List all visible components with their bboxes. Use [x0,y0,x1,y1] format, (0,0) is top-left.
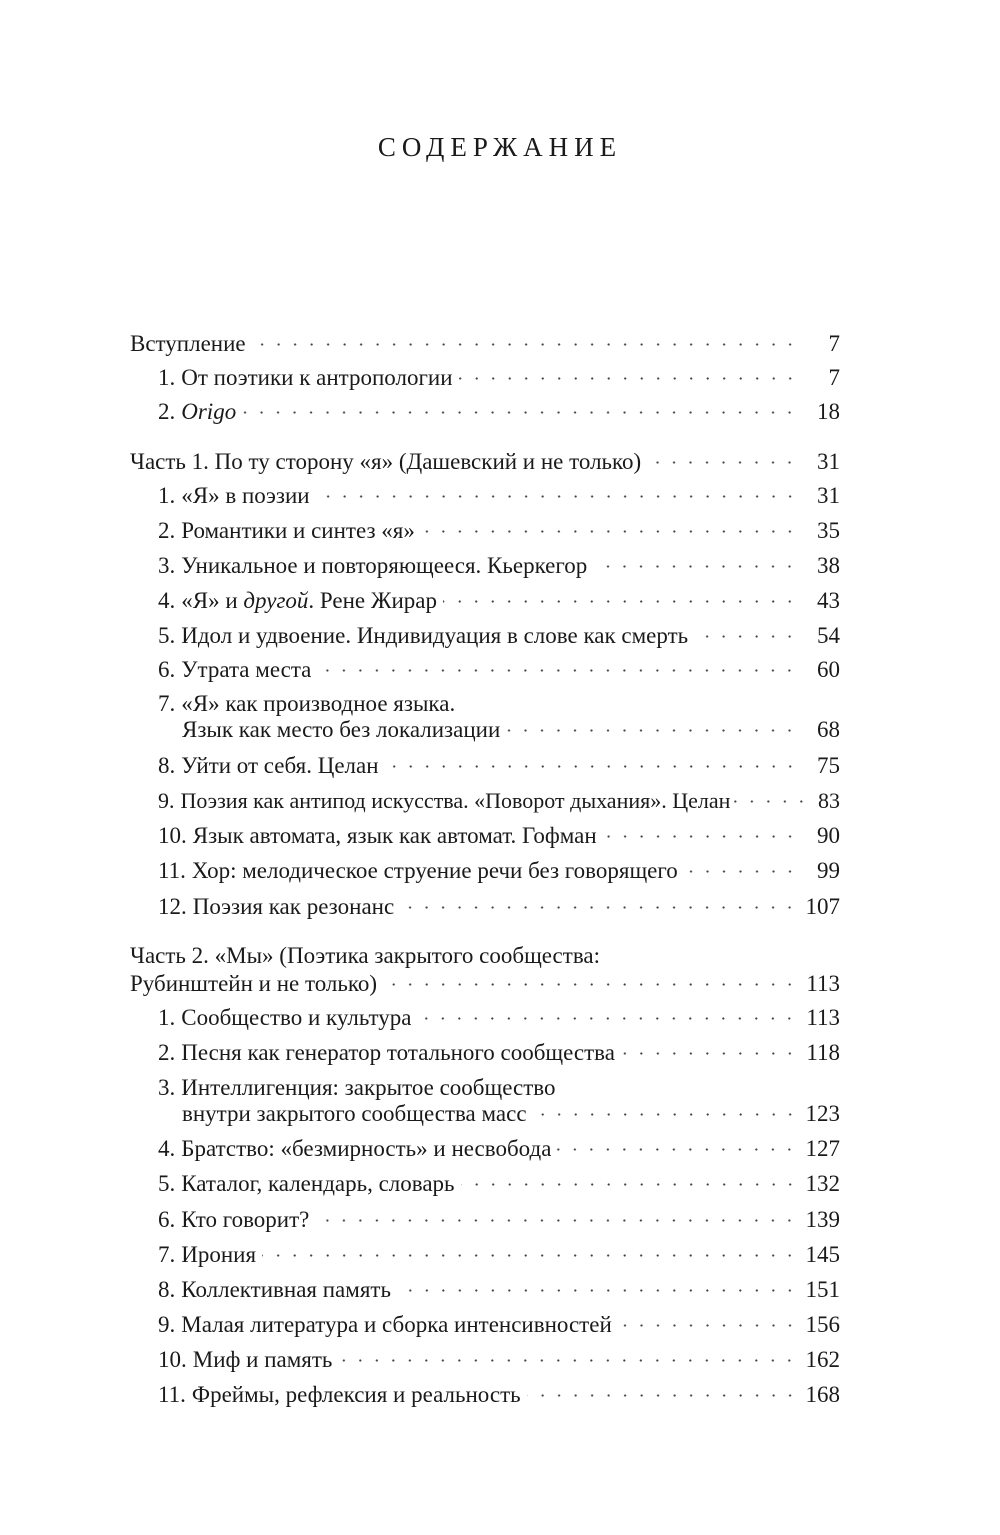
toc-entry-label: Романтики и синтез «я» [181,518,415,543]
page-number: 83 [818,788,840,813]
page-number: 156 [805,1312,840,1337]
toc-entry-label: Ирония [181,1242,257,1267]
toc-entry-p1-5[interactable] [158,622,840,650]
dot-leader [443,600,798,603]
toc-entry-label: Сообщество и культура [181,1005,412,1030]
dot-leader [262,1254,798,1257]
entry-number: 6. [158,657,176,682]
toc-entry-p2-11[interactable] [158,1381,840,1409]
toc-entry-label: Язык автомата, язык как автомат. Гофман [192,823,597,848]
toc-entry-p2-5[interactable] [158,1170,840,1198]
dot-leader [618,1324,798,1327]
page-number: 38 [817,553,840,578]
toc-entry-p2-9[interactable] [158,1311,840,1339]
entry-number: 2. [158,518,176,543]
dot-leader [694,635,798,638]
toc-entry-p2-10[interactable] [158,1346,840,1374]
dot-leader [316,495,798,498]
dot-leader [397,1289,798,1292]
page-number: 123 [805,1101,840,1126]
entry-number: 7. [158,1242,176,1267]
dot-leader [506,729,798,732]
dot-leader [647,461,798,464]
entry-number: 10. [158,823,187,848]
page-number: 118 [806,1040,840,1065]
toc-entry-label: Часть 1. По ту сторону «я» (Дашевский и не только) [130,449,642,474]
entry-number: 4. [158,1136,176,1161]
dot-leader [461,1183,798,1186]
toc-entry-label-continued: Язык как место без локализации [182,717,501,742]
page-number: 60 [817,657,840,682]
entry-number: 11. [158,858,186,883]
page-number: 127 [805,1136,840,1161]
dot-leader [252,343,798,346]
toc-entry-p1-3[interactable] [158,552,840,580]
toc-entry-p2-8[interactable] [158,1276,840,1304]
toc-entry-label: Вступление [130,331,246,356]
toc-entry-label: Идол и удвоение. Индивидуация в слове как смерть [181,623,689,648]
entry-number: 3. [158,1075,176,1100]
page-number: 113 [806,1005,840,1030]
page-number: 168 [805,1382,840,1407]
toc-entry-label: Малая литература и сборка интенсивностей [181,1312,612,1337]
toc-entry-p2-4[interactable] [158,1135,840,1163]
toc-entry-p1-2[interactable] [158,517,840,545]
toc-entry-label: Утрата места [181,657,312,682]
dot-leader [421,530,798,533]
dot-leader [338,1359,798,1362]
dot-leader [593,565,798,568]
entry-number: 9. [158,788,175,813]
dot-leader [242,411,798,414]
page-number: 54 [817,623,840,648]
entry-number: 3. [158,553,176,578]
page-number: 162 [805,1347,840,1372]
dot-leader [732,800,810,803]
entry-number: 1. [158,483,176,508]
page-number: 7 [828,365,840,390]
page-number: 18 [817,399,840,424]
toc-entry-label: Уйти от себя. Целан [181,753,379,778]
entry-number: 11. [158,1382,186,1407]
entry-number: 12. [158,894,187,919]
toc-entry-p2-7[interactable] [158,1241,840,1269]
toc-entry-label: «Я» как производное языка. [181,691,456,716]
toc-entry-label-part: «Я» и [181,588,244,613]
toc-entry-label-continued: внутри закрытого сообщества масс [182,1101,527,1126]
toc-entry-label: Кто говорит? [181,1207,310,1232]
toc-entry-intro-2[interactable] [158,398,840,426]
dot-leader [557,1148,798,1151]
dot-leader [527,1394,798,1397]
page-title: СОДЕРЖАНИЕ [377,132,623,162]
page-number: 31 [817,449,840,474]
toc-entry-label: Уникальное и повторяющееся. Кьеркегор [181,553,588,578]
toc-entry-p1-7[interactable] [182,716,840,744]
dot-leader [684,870,798,873]
dot-leader [603,835,798,838]
page-number: 107 [805,894,840,919]
entry-number: 10. [158,1347,187,1372]
page-number: 132 [805,1171,840,1196]
toc-entry-label: Часть 2. «Мы» (Поэтика закрытого сообщества: [130,943,600,968]
entry-number: 1. [158,1005,176,1030]
toc-entry-label: Хор: мелодическое струение речи без говорящего [191,858,678,883]
toc-entry-p1-11[interactable] [158,857,840,885]
toc-entry-p2-3[interactable] [182,1100,840,1128]
toc-entry-label: Песня как генератор тотального сообщества [181,1040,615,1065]
page-number: 43 [817,588,840,613]
toc-entry-p1-8[interactable] [158,752,840,780]
entry-number: 9. [158,1312,176,1337]
entry-number: 5. [158,623,176,648]
page-number: 151 [805,1277,840,1302]
toc-entry-p1-9[interactable] [158,787,840,815]
entry-number: 1. [158,365,176,390]
dot-leader [400,906,798,909]
page-number: 31 [817,483,840,508]
toc-entry-p2-2[interactable] [158,1039,840,1067]
dot-leader [315,1219,798,1222]
entry-number: 4. [158,588,176,613]
page-number: 139 [805,1207,840,1232]
toc-entry-p1-4[interactable] [158,587,840,615]
toc-entry-p1-10[interactable] [158,822,840,850]
toc-entry-p2-6[interactable] [158,1206,840,1234]
toc-entry-label-italic: другой [243,588,309,613]
entry-number: 8. [158,1277,176,1302]
toc-entry-part-2[interactable] [130,970,840,998]
toc-entry-label: От поэтики к антропологии [181,365,453,390]
entry-number: 5. [158,1171,176,1196]
toc-entry-p2-1[interactable] [158,1004,840,1032]
page-number: 35 [817,518,840,543]
dot-leader [459,377,798,380]
dot-leader [417,1017,798,1020]
page-number: 113 [806,971,840,996]
entry-number: 8. [158,753,176,778]
toc-entry-label: Поэзия как резонанс [192,894,395,919]
entry-number: 2. [158,1040,176,1065]
toc-entry-p1-7-line1[interactable] [158,690,455,718]
dot-leader [621,1052,798,1055]
toc-entry-intro[interactable] [130,330,840,358]
toc-entry-p1-6[interactable] [158,656,840,684]
toc-entry-part-1[interactable] [130,448,840,476]
toc-entry-label-part: . Рене Жирар [308,588,438,613]
toc-entry-p1-12[interactable] [158,893,840,921]
toc-entry-label-continued: Рубинштейн и не только) [130,971,378,996]
page-number: 90 [817,823,840,848]
toc-entry-p1-1[interactable] [158,482,840,510]
page-number: 145 [805,1242,840,1267]
page-number: 7 [828,331,840,356]
dot-leader [317,669,798,672]
dot-leader [383,983,798,986]
dot-leader [533,1113,798,1116]
toc-entry-label: Origo [181,399,237,424]
entry-number: 7. [158,691,176,716]
page-number: 68 [817,717,840,742]
dot-leader [385,765,798,768]
toc-entry-label: Братство: «безмирность» и несвобода [181,1136,552,1161]
toc-entry-label: «Я» в поэзии [181,483,310,508]
toc-entry-label: Фреймы, рефлексия и реальность [191,1382,521,1407]
entry-number: 6. [158,1207,176,1232]
toc-entry-label: Поэзия как антипод искусства. «Поворот дыхания». Целан [180,788,731,813]
toc-entry-label: Каталог, календарь, словарь [181,1171,455,1196]
page-number: 99 [817,858,840,883]
toc-entry-p2-3-line1[interactable] [158,1074,555,1102]
entry-number: 2. [158,399,176,424]
toc-entry-part-2-line1[interactable] [130,942,600,970]
toc-entry-label: Коллективная память [181,1277,391,1302]
toc-entry-label: Миф и память [192,1347,333,1372]
toc-entry-label: Интеллигенция: закрытое сообщество [181,1075,556,1100]
toc-entry-intro-1[interactable] [158,364,840,392]
page-number: 75 [817,753,840,778]
